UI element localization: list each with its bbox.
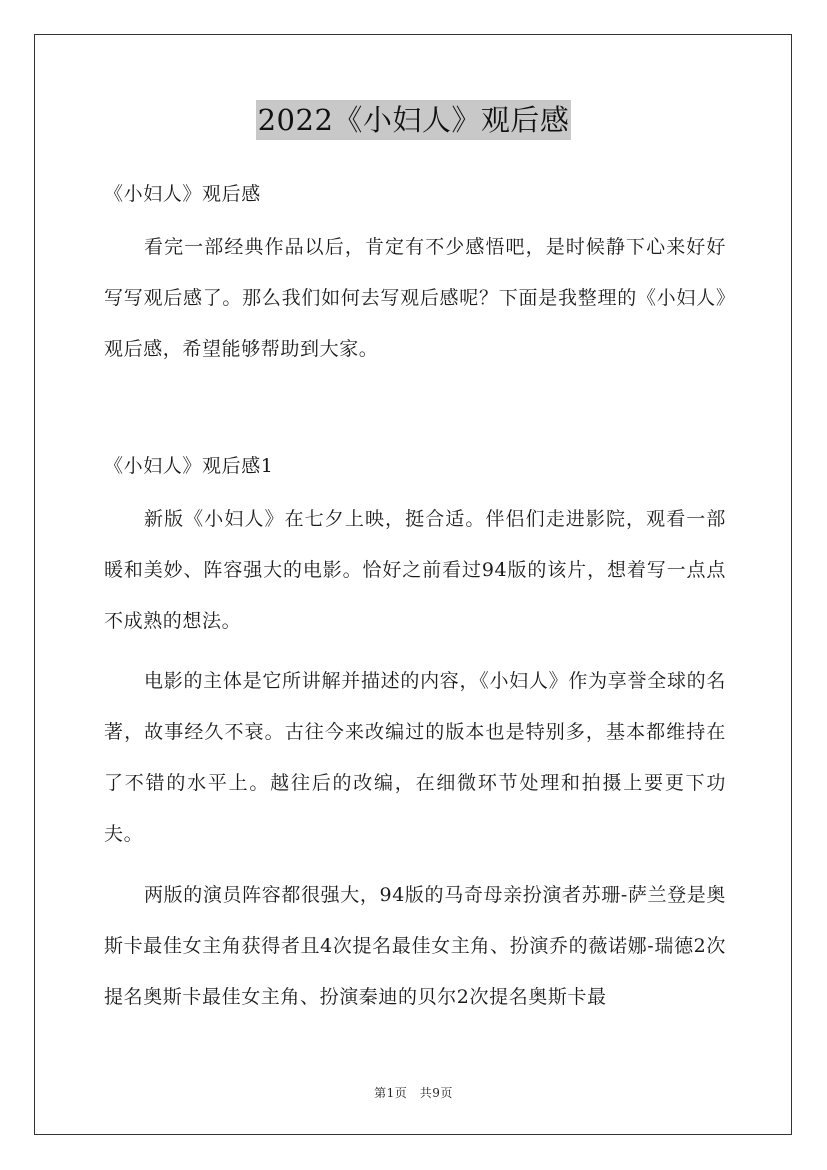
page-footer: 第1页 共9页 bbox=[374, 1086, 453, 1100]
intro-paragraph: 看完一部经典作品以后，肯定有不少感悟吧，是时候静下心来好好写写观后感了。那么我们如何去写观后感呢？下面是我整理的《小妇人》观后感，希望能够帮助到大家。 bbox=[104, 236, 726, 360]
subtitle-paragraph: 《小妇人》观后感 bbox=[104, 183, 261, 205]
section-heading: 《小妇人》观后感1 bbox=[104, 455, 274, 477]
body-paragraph: 电影的主体是它所讲解并描述的内容，《小妇人》作为享誉全球的名著，故事经久不衰。古往今来改编过的版本也是特别多，基本都维持在了不错的水平上。越往后的改编，在细微环节处理和拍摄上要更下功夫。 bbox=[104, 670, 726, 845]
title-container bbox=[0, 100, 827, 140]
document-title: 2022《小妇人》观后感 bbox=[256, 100, 572, 140]
body-paragraph: 新版《小妇人》在七夕上映，挺合适。伴侣们走进影院，观看一部暖和美妙、阵容强大的电影。恰好之前看过94版的该片，想着写一点点不成熟的想法。 bbox=[104, 508, 726, 632]
body-paragraph: 两版的演员阵容都很强大，94版的马奇母亲扮演者苏珊-萨兰登是奥斯卡最佳女主角获得者且4次提名最佳女主角、扮演乔的薇诺娜-瑞德2次提名奥斯卡最佳女主角、扮演秦迪的贝尔2次提名奥斯卡最 bbox=[104, 884, 726, 1008]
